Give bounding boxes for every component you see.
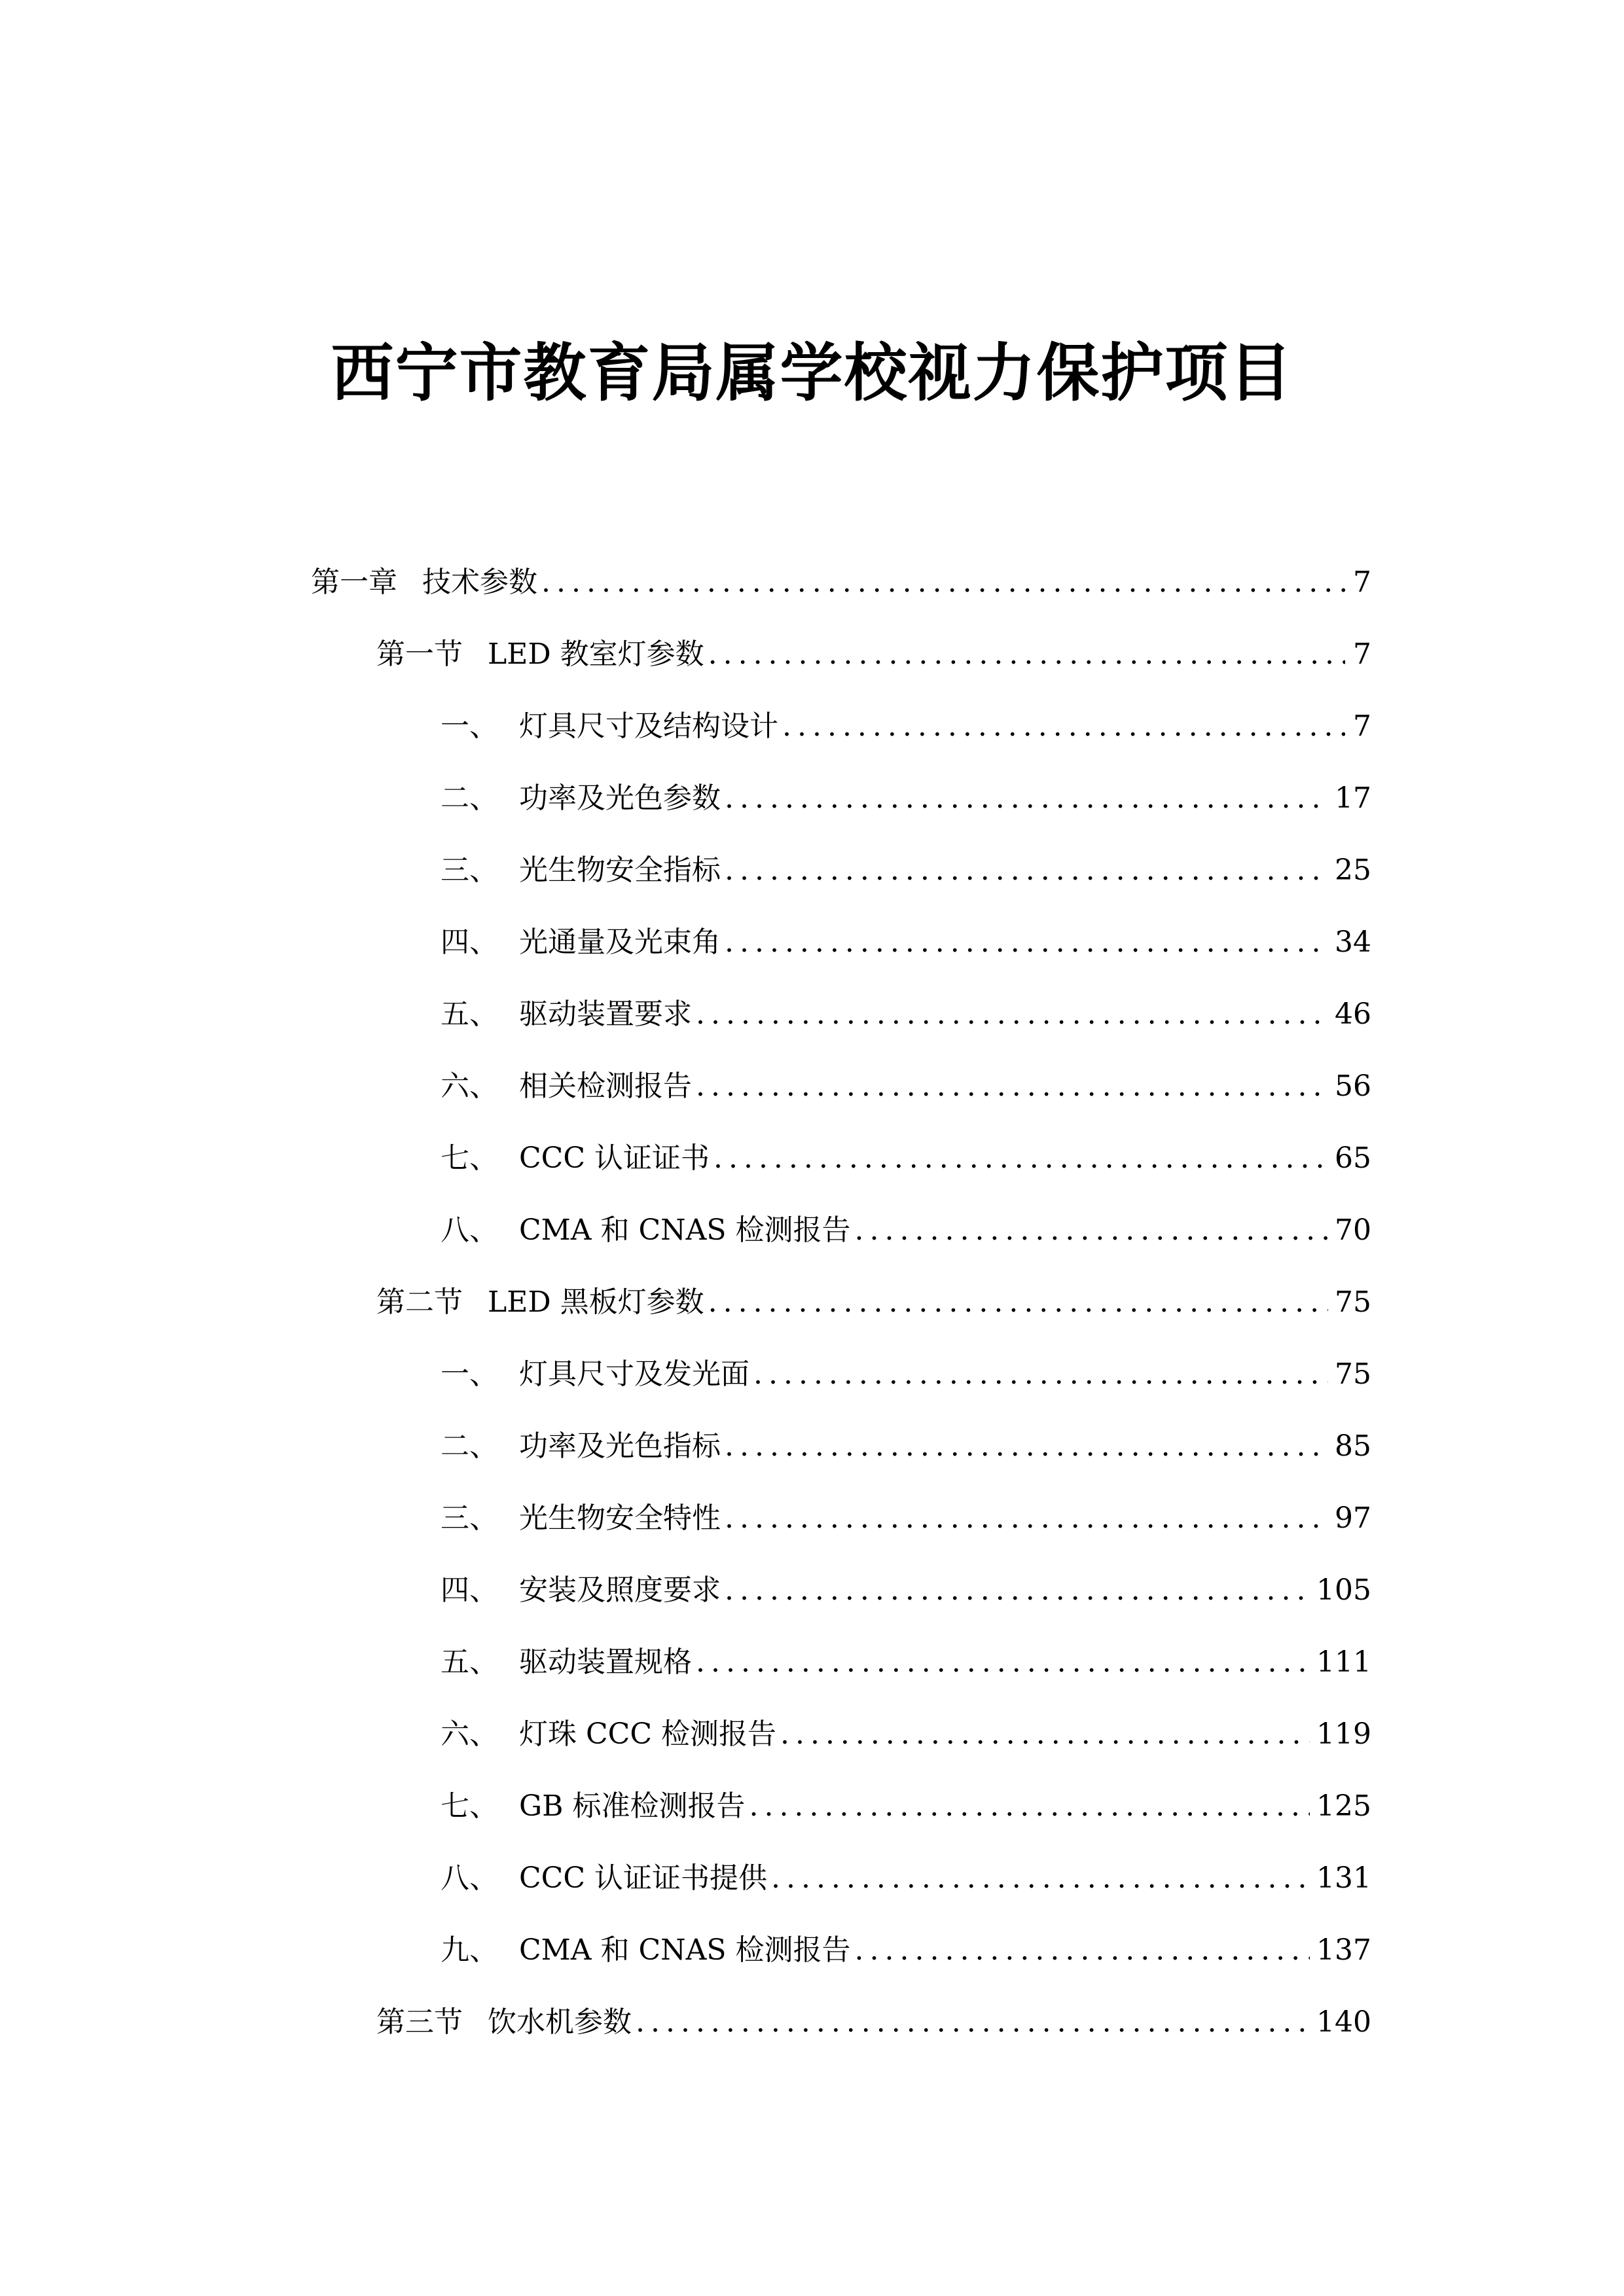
toc-entry-page: 85	[1335, 1429, 1371, 1463]
toc-entry-title: 灯具尺寸及发光面	[519, 1357, 749, 1391]
toc-entry-title: LED 黑板灯参数	[488, 1285, 704, 1319]
toc-entry-page: 140	[1316, 2005, 1371, 2039]
toc-entry-number: 第一章	[311, 565, 397, 599]
toc-dot-leader	[708, 1276, 1328, 1329]
toc-entry-page: 97	[1335, 1501, 1371, 1535]
toc-entry-number: 四、	[441, 925, 498, 959]
toc-entry-number: 九、	[441, 1933, 498, 1967]
toc-entry-item[interactable]	[441, 772, 1371, 825]
document-title: 西宁市教育局属学校视力保护项目	[331, 336, 1293, 410]
toc-dot-leader	[725, 844, 1328, 897]
toc-entry-page: 75	[1335, 1357, 1371, 1391]
toc-entry-page: 25	[1335, 853, 1371, 887]
toc-entry-item[interactable]	[441, 1780, 1371, 1833]
toc-entry-title: 安装及照度要求	[519, 1573, 721, 1607]
toc-entry-number: 第二节	[376, 1285, 463, 1319]
toc-entry-title: 功率及光色指标	[519, 1429, 721, 1463]
toc-dot-leader	[725, 1420, 1328, 1473]
toc-entry-item[interactable]	[441, 1852, 1371, 1905]
toc-dot-leader	[725, 772, 1328, 825]
toc-entry-title: CMA 和 CNAS 检测报告	[519, 1933, 851, 1967]
toc-entry-page: 125	[1316, 1789, 1371, 1823]
toc-dot-leader	[696, 988, 1328, 1041]
toc-dot-leader	[725, 916, 1328, 969]
toc-entry-item[interactable]	[441, 1564, 1371, 1617]
toc-entry-section-2[interactable]	[376, 1276, 1371, 1329]
toc-entry-title: 技术参数	[422, 565, 537, 599]
toc-dot-leader	[696, 1060, 1328, 1113]
toc-dot-leader	[780, 1708, 1310, 1761]
toc-dot-leader	[696, 1636, 1310, 1689]
toc-dot-leader	[636, 1996, 1310, 2049]
toc-entry-item[interactable]	[441, 1060, 1371, 1113]
toc-entry-title: 光生物安全指标	[519, 853, 721, 887]
toc-entry-item[interactable]	[441, 700, 1371, 753]
toc-entry-number: 三、	[441, 1501, 498, 1535]
toc-dot-leader	[541, 556, 1345, 609]
toc-entry-title: LED 教室灯参数	[488, 637, 704, 671]
toc-entry-title: 灯具尺寸及结构设计	[519, 709, 778, 743]
toc-entry-page: 70	[1335, 1213, 1371, 1247]
toc-entry-page: 65	[1335, 1141, 1371, 1175]
toc-entry-number: 三、	[441, 853, 498, 887]
toc-dot-leader	[782, 700, 1345, 753]
toc-dot-leader	[725, 1492, 1328, 1545]
toc-entry-number: 五、	[441, 997, 498, 1031]
toc-entry-page: 75	[1335, 1285, 1371, 1319]
toc-entry-page: 105	[1316, 1573, 1371, 1607]
toc-entry-item[interactable]	[441, 916, 1371, 969]
toc-entry-item[interactable]	[441, 1348, 1371, 1401]
toc-entry-page: 56	[1335, 1069, 1371, 1103]
toc-entry-chapter-1[interactable]	[311, 556, 1371, 609]
toc-entry-page: 34	[1335, 925, 1371, 959]
toc-entry-number: 第一节	[376, 637, 463, 671]
toc-dot-leader	[725, 1564, 1310, 1617]
toc-entry-page: 111	[1316, 1645, 1371, 1679]
toc-entry-item[interactable]	[441, 1132, 1371, 1185]
toc-dot-leader	[771, 1852, 1310, 1905]
toc-entry-number: 一、	[441, 709, 498, 743]
toc-dot-leader	[749, 1780, 1310, 1833]
toc-entry-section-1[interactable]	[376, 628, 1371, 681]
toc-entry-number: 五、	[441, 1645, 498, 1679]
toc-entry-title: 驱动装置规格	[519, 1645, 692, 1679]
toc-entry-item[interactable]	[441, 1636, 1371, 1689]
toc-entry-number: 四、	[441, 1573, 498, 1607]
toc-entry-item[interactable]	[441, 988, 1371, 1041]
toc-dot-leader	[855, 1924, 1310, 1977]
toc-entry-item[interactable]	[441, 1204, 1371, 1257]
toc-entry-title: CCC 认证证书提供	[519, 1861, 767, 1895]
toc-entry-title: 驱动装置要求	[519, 997, 692, 1031]
toc-dot-leader	[708, 628, 1345, 681]
toc-entry-page: 17	[1335, 781, 1371, 815]
toc-entry-item[interactable]	[441, 1420, 1371, 1473]
toc-entry-title: GB 标准检测报告	[519, 1789, 746, 1823]
toc-entry-number: 八、	[441, 1861, 498, 1895]
toc-entry-number: 二、	[441, 1429, 498, 1463]
toc-entry-section-3[interactable]	[376, 1996, 1371, 2049]
toc-entry-title: CCC 认证证书	[519, 1141, 710, 1175]
toc-entry-page: 7	[1353, 565, 1371, 599]
toc-entry-page: 137	[1316, 1933, 1371, 1967]
toc-entry-title: 功率及光色参数	[519, 781, 721, 815]
toc-dot-leader	[713, 1132, 1328, 1185]
toc-entry-title: 光通量及光束角	[519, 925, 721, 959]
toc-entry-number: 八、	[441, 1213, 498, 1247]
toc-entry-page: 46	[1335, 997, 1371, 1031]
toc-entry-number: 二、	[441, 781, 498, 815]
toc-dot-leader	[855, 1204, 1328, 1257]
toc-entry-item[interactable]	[441, 1708, 1371, 1761]
toc-entry-title: 相关检测报告	[519, 1069, 692, 1103]
toc-entry-number: 七、	[441, 1141, 498, 1175]
toc-entry-number: 六、	[441, 1717, 498, 1751]
toc-entry-number: 七、	[441, 1789, 498, 1823]
toc-entry-number: 第三节	[376, 2005, 463, 2039]
toc-entry-title: CMA 和 CNAS 检测报告	[519, 1213, 851, 1247]
toc-entry-number: 六、	[441, 1069, 498, 1103]
toc-dot-leader	[753, 1348, 1328, 1401]
toc-entry-item[interactable]	[441, 844, 1371, 897]
toc-entry-item[interactable]	[441, 1492, 1371, 1545]
toc-entry-page: 7	[1353, 709, 1371, 743]
toc-entry-page: 119	[1316, 1717, 1371, 1751]
toc-entry-title: 光生物安全特性	[519, 1501, 721, 1535]
toc-entry-title: 灯珠 CCC 检测报告	[519, 1717, 776, 1751]
toc-entry-item[interactable]	[441, 1924, 1371, 1977]
toc-entry-number: 一、	[441, 1357, 498, 1391]
toc-entry-title: 饮水机参数	[488, 2005, 632, 2039]
toc-entry-page: 131	[1316, 1861, 1371, 1895]
toc-entry-page: 7	[1353, 637, 1371, 671]
